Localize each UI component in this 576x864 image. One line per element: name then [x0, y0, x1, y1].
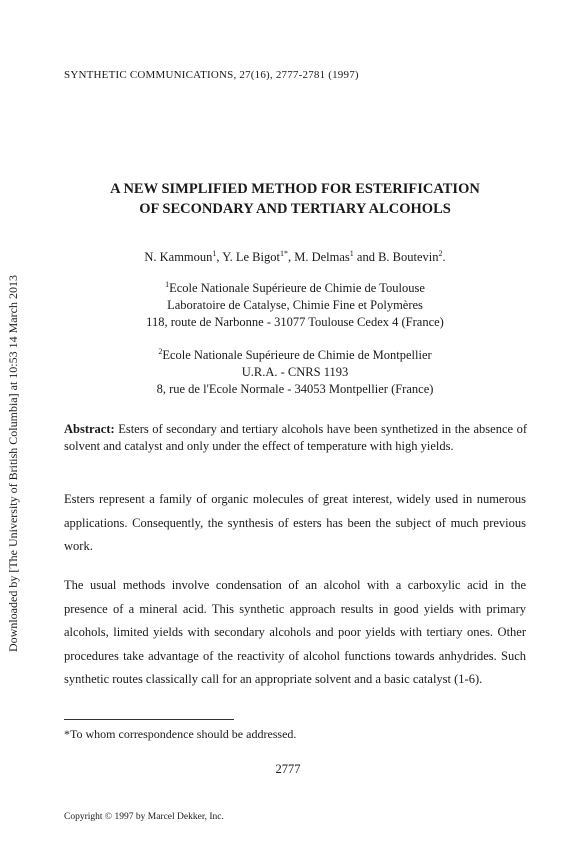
download-watermark-text: Downloaded by [The University of British Columbia] at 10:53 14 March 2013: [6, 275, 20, 652]
affiliation-1: [64, 280, 526, 331]
footnote-divider: [64, 719, 234, 720]
affiliation-line: Laboratoire de Catalyse, Chimie Fine et Polymères: [167, 298, 423, 312]
affiliation-line: 8, rue de l'Ecole Normale - 34053 Montpellier (France): [156, 382, 434, 396]
title-line-2: OF SECONDARY AND TERTIARY ALCOHOLS: [139, 201, 451, 217]
copyright-notice: Copyright © 1997 by Marcel Dekker, Inc.: [64, 812, 224, 822]
title-line-1: A NEW SIMPLIFIED METHOD FOR ESTERIFICATION: [110, 181, 480, 197]
author-separator: ,: [216, 250, 223, 264]
author-name: M. Delmas: [294, 250, 350, 264]
article-title: [64, 179, 526, 219]
author-affiliation-mark: 1: [349, 248, 354, 258]
author-separator: ,: [287, 250, 295, 264]
affiliation-2: [64, 347, 526, 398]
author-name: N. Kammoun: [144, 250, 213, 264]
running-head: SYNTHETIC COMMUNICATIONS, 27(16), 2777-2781 (1997): [64, 69, 359, 81]
correspondence-footnote: *To whom correspondence should be addressed.: [64, 727, 297, 741]
download-watermark: [8, 222, 24, 652]
author-separator: .: [442, 250, 446, 264]
author-list: [64, 250, 526, 265]
affiliation-mark: 2: [158, 346, 163, 356]
affiliation-line: Ecole Nationale Supérieure de Chimie de Montpellier: [162, 348, 432, 362]
body-paragraph-2: The usual methods involve condensation of an alcohol with a carboxylic acid in the presence of a mineral acid. This synthetic approach results in good yields with primary alcohols, limited yields with secondary alcohols and poor yields with tertiary ones. Other procedures take advantage of the reactivity of alcohol functions towards anhydrides. Such synthetic routes classically call for an appropriate solvent and a basic catalyst (1-6).: [64, 578, 526, 686]
author-affiliation-mark: 2: [438, 248, 443, 258]
body-paragraph-1: Esters represent a family of organic molecules of great interest, widely used in numerous applications. Consequently, the synthesis of esters has been the subject of much previous work.: [64, 492, 526, 553]
page-number: 2777: [275, 762, 301, 776]
author-name: Y. Le Bigot: [222, 250, 280, 264]
affiliation-line: 118, route de Narbonne - 31077 Toulouse Cedex 4 (France): [146, 315, 444, 329]
author-name: B. Boutevin: [378, 250, 439, 264]
affiliation-line: Ecole Nationale Supérieure de Chimie de Toulouse: [169, 281, 425, 295]
abstract-text: Esters of secondary and tertiary alcohols have been synthetized in the absence of solvent and catalyst and only under the effect of temperature with high yields.: [64, 422, 527, 453]
author-separator: and: [353, 250, 379, 264]
abstract: [64, 421, 527, 454]
affiliation-mark: 1: [165, 279, 170, 289]
author-affiliation-mark: 1*: [279, 248, 288, 258]
abstract-label: Abstract:: [64, 422, 115, 436]
affiliation-line: U.R.A. - CNRS 1193: [241, 365, 349, 379]
author-affiliation-mark: 1: [212, 248, 217, 258]
